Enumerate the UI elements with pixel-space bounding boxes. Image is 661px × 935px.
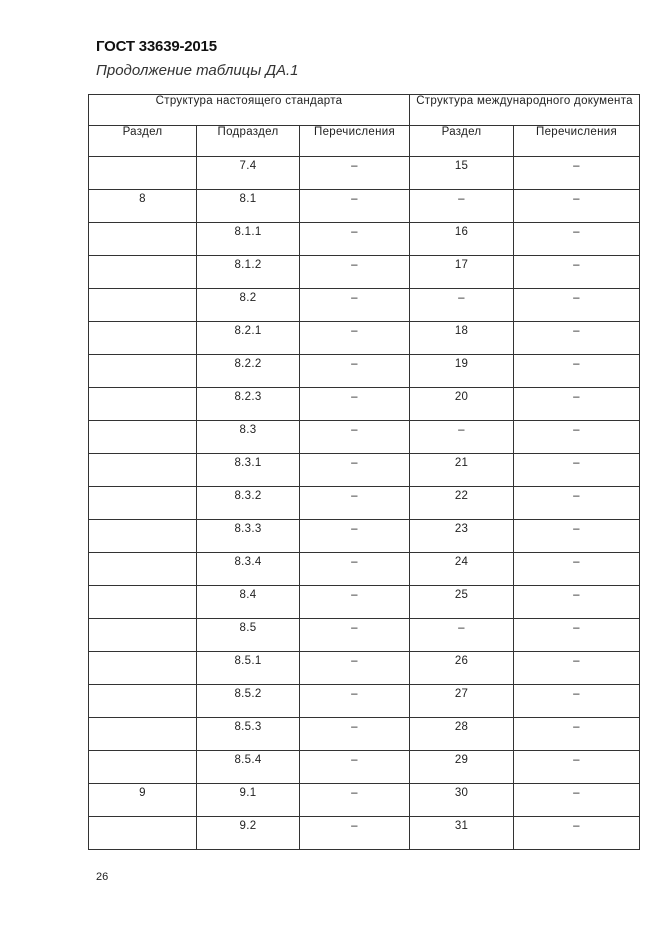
cell-enumerations: – bbox=[300, 553, 410, 586]
table-row bbox=[89, 817, 640, 850]
cell-int-enumerations: – bbox=[514, 289, 640, 322]
cell-subsection: 8.5 bbox=[197, 619, 300, 652]
table-row bbox=[89, 652, 640, 685]
cell-section bbox=[89, 256, 197, 289]
cell-subsection: 8.2 bbox=[197, 289, 300, 322]
cell-section bbox=[89, 586, 197, 619]
cell-section bbox=[89, 223, 197, 256]
table-row bbox=[89, 289, 640, 322]
cell-int-section: 26 bbox=[410, 652, 514, 685]
cell-enumerations: – bbox=[300, 256, 410, 289]
cell-section bbox=[89, 718, 197, 751]
cell-int-section: 31 bbox=[410, 817, 514, 850]
cell-int-enumerations: – bbox=[514, 586, 640, 619]
cell-subsection: 7.4 bbox=[197, 157, 300, 190]
cell-enumerations: – bbox=[300, 817, 410, 850]
cell-subsection: 8.3 bbox=[197, 421, 300, 454]
cell-subsection: 8.2.3 bbox=[197, 388, 300, 421]
cell-int-section: 18 bbox=[410, 322, 514, 355]
table-row bbox=[89, 586, 640, 619]
table-row bbox=[89, 520, 640, 553]
cell-subsection: 8.3.1 bbox=[197, 454, 300, 487]
cell-enumerations: – bbox=[300, 784, 410, 817]
cell-subsection: 9.2 bbox=[197, 817, 300, 850]
cell-int-enumerations: – bbox=[514, 751, 640, 784]
cell-int-enumerations: – bbox=[514, 355, 640, 388]
table-row bbox=[89, 454, 640, 487]
cell-int-enumerations: – bbox=[514, 718, 640, 751]
cell-int-section: 30 bbox=[410, 784, 514, 817]
cell-enumerations: – bbox=[300, 322, 410, 355]
cell-enumerations: – bbox=[300, 421, 410, 454]
table-row bbox=[89, 322, 640, 355]
cell-section bbox=[89, 454, 197, 487]
cell-int-enumerations: – bbox=[514, 652, 640, 685]
table-body bbox=[89, 157, 640, 850]
table-row bbox=[89, 421, 640, 454]
cell-enumerations: – bbox=[300, 289, 410, 322]
cell-int-enumerations: – bbox=[514, 817, 640, 850]
cell-int-section: 20 bbox=[410, 388, 514, 421]
document-code: ГОСТ 33639-2015 bbox=[96, 38, 217, 55]
cell-section: 9 bbox=[89, 784, 197, 817]
cell-enumerations: – bbox=[300, 751, 410, 784]
cell-subsection: 8.3.4 bbox=[197, 553, 300, 586]
cell-section bbox=[89, 421, 197, 454]
cell-section: 8 bbox=[89, 190, 197, 223]
cell-section bbox=[89, 289, 197, 322]
cell-int-section: 28 bbox=[410, 718, 514, 751]
cell-enumerations: – bbox=[300, 718, 410, 751]
cell-subsection: 8.3.2 bbox=[197, 487, 300, 520]
cell-subsection: 8.2.2 bbox=[197, 355, 300, 388]
cell-subsection: 8.1.2 bbox=[197, 256, 300, 289]
cell-int-section: – bbox=[410, 619, 514, 652]
cell-enumerations: – bbox=[300, 652, 410, 685]
cell-enumerations: – bbox=[300, 520, 410, 553]
column-header-int-enumerations: Перечисления bbox=[514, 126, 640, 157]
table-row bbox=[89, 256, 640, 289]
table-row bbox=[89, 751, 640, 784]
table-row bbox=[89, 190, 640, 223]
cell-int-section: 17 bbox=[410, 256, 514, 289]
cell-int-section: 23 bbox=[410, 520, 514, 553]
cell-int-section: 15 bbox=[410, 157, 514, 190]
cell-int-section: 24 bbox=[410, 553, 514, 586]
table-row bbox=[89, 784, 640, 817]
cell-subsection: 8.2.1 bbox=[197, 322, 300, 355]
cell-section bbox=[89, 388, 197, 421]
column-header-enumerations: Перечисления bbox=[300, 126, 410, 157]
cell-enumerations: – bbox=[300, 454, 410, 487]
table-row bbox=[89, 223, 640, 256]
cell-int-section: 19 bbox=[410, 355, 514, 388]
table-row bbox=[89, 619, 640, 652]
table-row bbox=[89, 553, 640, 586]
cell-section bbox=[89, 157, 197, 190]
cell-enumerations: – bbox=[300, 586, 410, 619]
cell-section bbox=[89, 487, 197, 520]
cell-section bbox=[89, 685, 197, 718]
cell-int-section: 27 bbox=[410, 685, 514, 718]
cell-int-enumerations: – bbox=[514, 784, 640, 817]
cell-int-enumerations: – bbox=[514, 157, 640, 190]
group-header-this-standard: Структура настоящего стандарта bbox=[89, 95, 410, 126]
cell-subsection: 8.5.4 bbox=[197, 751, 300, 784]
cell-enumerations: – bbox=[300, 223, 410, 256]
cell-int-enumerations: – bbox=[514, 619, 640, 652]
cell-enumerations: – bbox=[300, 619, 410, 652]
cell-subsection: 8.5.3 bbox=[197, 718, 300, 751]
column-header-section: Раздел bbox=[89, 126, 197, 157]
cell-int-enumerations: – bbox=[514, 421, 640, 454]
cell-section bbox=[89, 652, 197, 685]
cell-int-enumerations: – bbox=[514, 685, 640, 718]
cell-subsection: 9.1 bbox=[197, 784, 300, 817]
group-header-international-document: Структура международного документа bbox=[410, 95, 640, 126]
cell-int-section: 22 bbox=[410, 487, 514, 520]
cell-section bbox=[89, 322, 197, 355]
cell-section bbox=[89, 751, 197, 784]
cell-int-section: 16 bbox=[410, 223, 514, 256]
cell-subsection: 8.5.2 bbox=[197, 685, 300, 718]
cell-int-section: 25 bbox=[410, 586, 514, 619]
cell-subsection: 8.1 bbox=[197, 190, 300, 223]
table-row bbox=[89, 487, 640, 520]
cell-subsection: 8.4 bbox=[197, 586, 300, 619]
table-row bbox=[89, 388, 640, 421]
cell-int-section: – bbox=[410, 289, 514, 322]
cell-enumerations: – bbox=[300, 355, 410, 388]
table-row bbox=[89, 718, 640, 751]
table-row bbox=[89, 355, 640, 388]
cell-int-section: 21 bbox=[410, 454, 514, 487]
cell-int-section: – bbox=[410, 421, 514, 454]
cell-enumerations: – bbox=[300, 190, 410, 223]
cell-section bbox=[89, 355, 197, 388]
cell-int-enumerations: – bbox=[514, 388, 640, 421]
cell-section bbox=[89, 817, 197, 850]
cell-int-enumerations: – bbox=[514, 487, 640, 520]
cell-subsection: 8.3.3 bbox=[197, 520, 300, 553]
cell-enumerations: – bbox=[300, 487, 410, 520]
cell-int-enumerations: – bbox=[514, 190, 640, 223]
cell-int-enumerations: – bbox=[514, 223, 640, 256]
cell-int-enumerations: – bbox=[514, 256, 640, 289]
cell-enumerations: – bbox=[300, 388, 410, 421]
column-header-subsection: Подраздел bbox=[197, 126, 300, 157]
table-continuation-caption: Продолжение таблицы ДА.1 bbox=[96, 62, 299, 79]
cell-int-enumerations: – bbox=[514, 553, 640, 586]
cell-enumerations: – bbox=[300, 157, 410, 190]
cell-int-enumerations: – bbox=[514, 520, 640, 553]
column-header-int-section: Раздел bbox=[410, 126, 514, 157]
cell-section bbox=[89, 520, 197, 553]
cell-int-section: 29 bbox=[410, 751, 514, 784]
correspondence-table bbox=[88, 94, 640, 850]
cell-int-enumerations: – bbox=[514, 322, 640, 355]
cell-enumerations: – bbox=[300, 685, 410, 718]
table-row bbox=[89, 685, 640, 718]
cell-section bbox=[89, 619, 197, 652]
table-row bbox=[89, 157, 640, 190]
cell-subsection: 8.5.1 bbox=[197, 652, 300, 685]
cell-section bbox=[89, 553, 197, 586]
page-number: 26 bbox=[96, 871, 109, 883]
cell-int-enumerations: – bbox=[514, 454, 640, 487]
cell-subsection: 8.1.1 bbox=[197, 223, 300, 256]
cell-int-section: – bbox=[410, 190, 514, 223]
